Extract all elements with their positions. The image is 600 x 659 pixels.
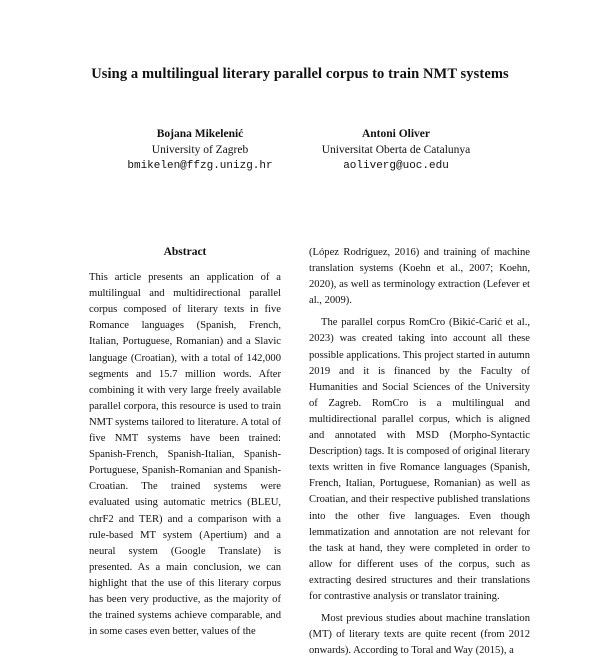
body-paragraph-1: (López Rodríguez, 2016) and training of machine translation systems (Koehn et al., 2007; Koehn, 2020), as well as terminology extraction (Lefever et al., 2009). xyxy=(309,247,530,307)
author-block-2 xyxy=(296,126,496,174)
author-name: Bojana Mikelenić xyxy=(156,128,244,140)
author-email[interactable]: aoliverg@uoc.edu xyxy=(343,160,449,172)
author-name: Antoni Oliver xyxy=(361,128,431,140)
author-affiliation: University of Zagreb xyxy=(151,144,249,156)
body-paragraph-3: Most previous studies about machine translation (MT) of literary texts are quite recent (from 2012 onwards). According to Toral and Way (2015), a xyxy=(309,613,530,657)
author-email[interactable]: bmikelen@ffzg.unizg.hr xyxy=(127,160,273,172)
right-column xyxy=(309,245,530,659)
paper-title: Using a multilingual literary parallel corpus to train NMT systems xyxy=(91,66,509,82)
body-paragraph-2: The parallel corpus RomCro (Bikić-Carić et al., 2023) was created taking into account all these possible applications. This project started in autumn 2019 and it is financed by the Faculty of Humanities and Social Sciences of the University of Zagreb. RomCro is a multilingual and multidirectional parallel corpus, which is aligned and annotated with MSD (Morpho-Syntactic Description) tags. It is composed of original literary texts written in five Romance languages (Spanish, French, Italian, Portuguese, Romanian) as well as Croatian, and their respective published translations into the other five languages. Even though lemmatization and annotation are not relevant for the task at hand, they were completed in order to allow for different uses of the corpus, such as extracting desired structures and their translations for contrastive analysis or translator training. xyxy=(309,317,530,602)
abstract-heading: Abstract xyxy=(163,246,207,258)
author-block-1 xyxy=(100,126,300,174)
author-affiliation: Universitat Oberta de Catalunya xyxy=(321,144,471,156)
left-column xyxy=(89,244,281,640)
abstract-text: This article presents an application of a multilingual and multidirectional parallel corpus composed of literary texts in five Romance languages (Spanish, French, Italian, Portuguese, Romanian) and a Slavic language (Croatian), with a total of 142,000 segments and 15.7 million words. After combining it with very large freely available parallel corpora, this resource is used to train NMT systems tailored to literature. A total of five NMT systems have been trained: Spanish-French, Spanish-Italian, Spanish-Portuguese, Spanish-Romanian and Spanish-Croatian. The trained systems were evaluated using automatic metrics (BLEU, chrF2 and TER) and a comparison with a rule-based MT system (Apertium) and a neural system (Google Translate) is presented. As a main conclusion, we can highlight that the use of this literary corpus has been very productive, as the majority of the trained systems achieve comparable, and in some cases even better, values of the xyxy=(89,272,281,638)
